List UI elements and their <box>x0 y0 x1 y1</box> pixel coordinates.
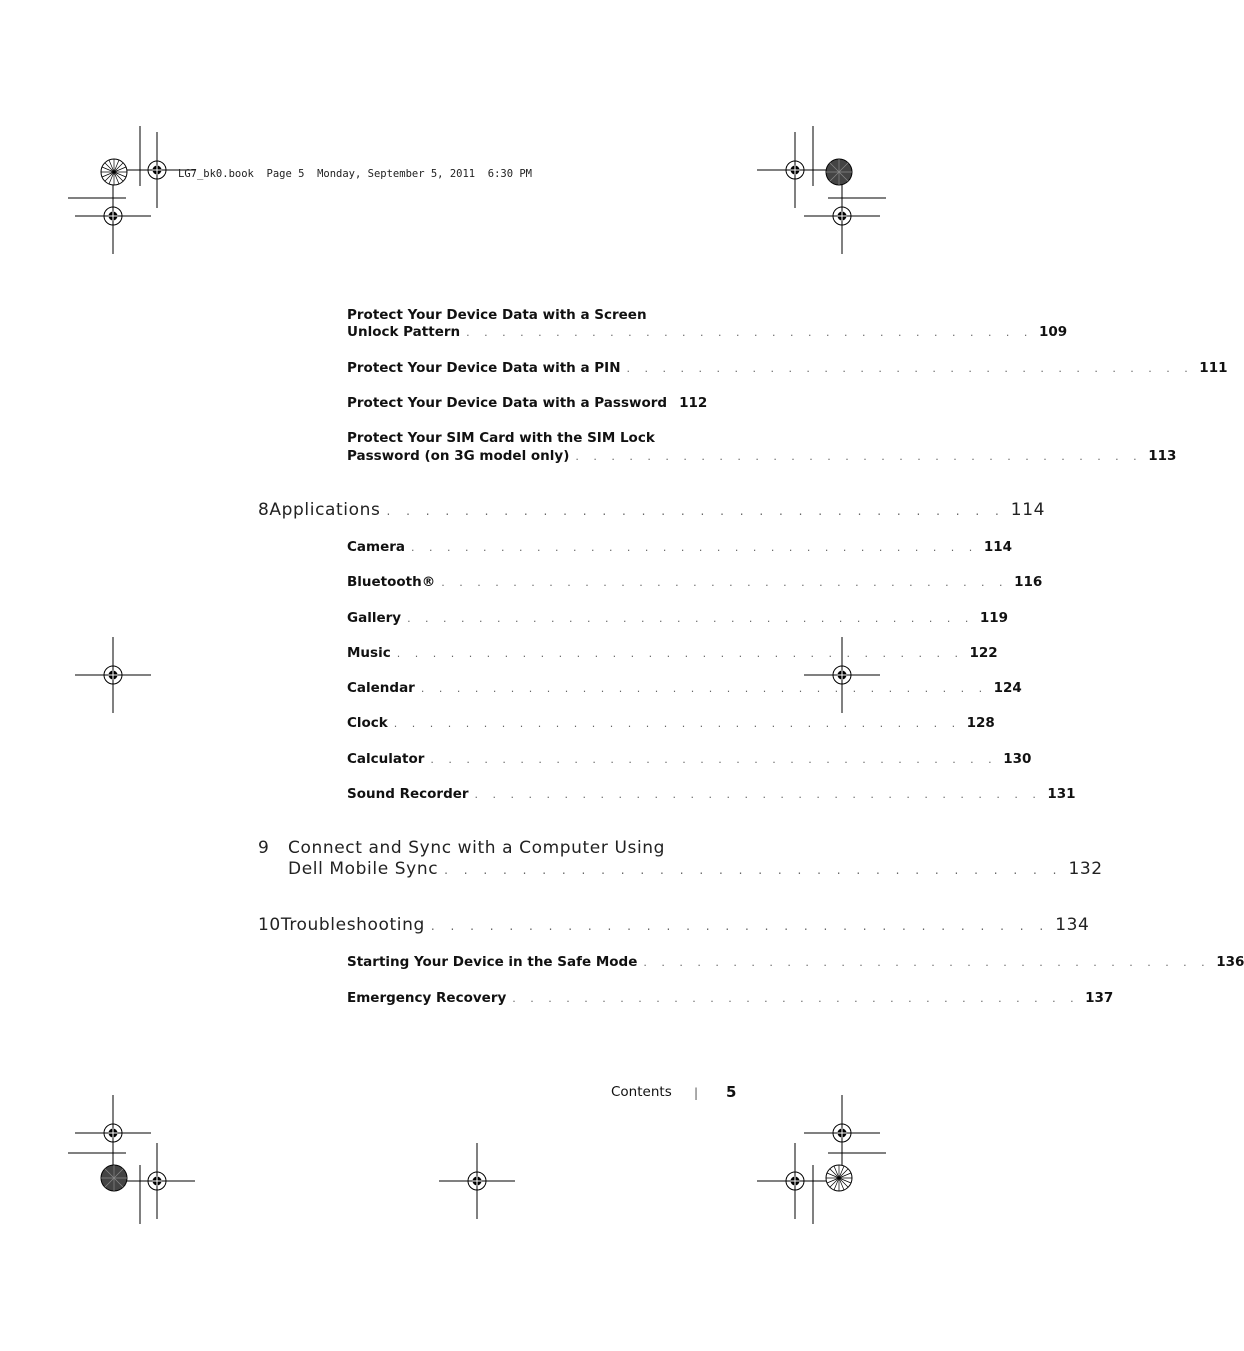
toc-entry-page: 119 <box>979 610 1009 626</box>
toc-entry-line1: Protect Your Device Data with a Screen <box>347 307 647 323</box>
leader-dots: . . . . . . . . . . . . . . . . . . . . . . . . . . . . . . . . <box>411 541 978 554</box>
leader-dots: . . . . . . . . . . . . . . . . . . . . . . . . . . . . . . . . <box>575 450 1143 463</box>
toc-entry[interactable] <box>347 786 1076 802</box>
chapter-title: Dell Mobile Sync <box>288 859 439 879</box>
toc-chapter-9[interactable] <box>288 859 1103 879</box>
footer-separator: | <box>694 1086 699 1100</box>
leader-dots: . . . . . . . . . . . . . . . . . . . . . . . . . . . . . . . . <box>430 919 1050 933</box>
chapter-title: Applications <box>269 500 381 520</box>
toc-entry-page: 111 <box>1199 360 1228 376</box>
leader-dots: . . . . . . . . . . . . . . . . . . . . . . . . . . . . . . . . <box>420 682 988 695</box>
toc-entry-title: Camera <box>347 539 406 555</box>
leader-dots: . . . . . . . . . . . . . . . . . . . . . . . . . . . . . . . . <box>626 362 1194 375</box>
leader-dots: . . . . . . . . . . . . . . . . . . . . . . . . . . . . . . . . <box>407 612 974 625</box>
toc-entry-title: Password (on 3G model only) <box>347 448 570 464</box>
chapter-page: 132 <box>1068 859 1103 879</box>
toc-entry-page: 131 <box>1047 786 1076 802</box>
chapter-page: 114 <box>1010 500 1046 520</box>
footer-page-number: 5 <box>726 1083 737 1101</box>
toc-entry-title: Calendar <box>347 680 415 696</box>
toc-entry-page: 122 <box>969 645 998 661</box>
toc-entry-page: 128 <box>966 715 995 731</box>
toc-entry-page: 113 <box>1148 448 1177 464</box>
toc-entry[interactable] <box>347 645 998 661</box>
toc-entry-page: 124 <box>993 680 1022 696</box>
leader-dots: . . . . . . . . . . . . . . . . . . . . . . . . . . . . . . . . <box>430 753 998 766</box>
toc-entry[interactable] <box>347 990 1114 1006</box>
toc-entry[interactable] <box>347 680 1022 696</box>
toc-entry-page: 112 <box>679 395 708 411</box>
toc-entry-title: Bluetooth® <box>347 574 436 590</box>
toc-entry-page: 116 <box>1014 574 1043 590</box>
toc-entry[interactable] <box>347 574 1043 590</box>
toc-entry-line1: Protect Your SIM Card with the SIM Lock <box>347 430 655 446</box>
toc-entry-page: 114 <box>983 539 1012 555</box>
toc-entry[interactable] <box>347 539 1012 555</box>
chapter-number: 9 <box>258 838 270 858</box>
toc-entry-title: Clock <box>347 715 388 731</box>
toc-entry[interactable] <box>347 448 1177 464</box>
toc-entry-title: Calculator <box>347 751 425 767</box>
leader-dots: . . . . . . . . . . . . . . . . . . . . . . . . . . . . . . . . <box>444 863 1063 877</box>
toc-entry-title: Unlock Pattern <box>347 324 461 340</box>
leader-dots: . . . . . . . . . . . . . . . . . . . . . . . . . . . . . . . . <box>474 788 1042 801</box>
print-slug: LG7_bk0.book Page 5 Monday, September 5, 2011 6:30 PM <box>178 168 533 180</box>
toc-entry-page: 130 <box>1003 751 1032 767</box>
toc-entry[interactable] <box>347 751 1032 767</box>
toc-chapter-10[interactable] <box>258 915 1090 935</box>
toc-chapter-8[interactable] <box>258 500 1046 520</box>
toc-entry-page: 136 <box>1216 954 1244 970</box>
leader-dots: . . . . . . . . . . . . . . . . . . . . . . . . . . . . . . . . <box>466 326 1033 339</box>
toc-entry[interactable] <box>347 610 1009 626</box>
leader-dots: . . . . . . . . . . . . . . . . . . . . . . . . . . . . . . . . <box>512 992 1080 1005</box>
toc-entry-title: Protect Your Device Data with a Password <box>347 395 668 411</box>
toc-entry[interactable] <box>347 395 708 411</box>
leader-dots: . . . . . . . . . . . . . . . . . . . . . . . . . . . . . . . . <box>441 576 1009 589</box>
chapter-title: Troubleshooting <box>280 915 425 935</box>
toc-entry-title: Starting Your Device in the Safe Mode <box>347 954 638 970</box>
chapter-number: 10 <box>258 915 281 935</box>
toc-entry[interactable] <box>347 954 1244 970</box>
leader-dots: . . . . . . . . . . . . . . . . . . . . . . . . . . . . . . . . <box>396 647 964 660</box>
toc-entry-title: Emergency Recovery <box>347 990 507 1006</box>
footer-section-label: Contents <box>611 1084 672 1100</box>
chapter-number: 8 <box>258 500 270 520</box>
toc-entry-title: Protect Your Device Data with a PIN <box>347 360 621 376</box>
toc-entry-page: 137 <box>1085 990 1114 1006</box>
toc-entry[interactable] <box>347 715 995 731</box>
toc-chapter-9-line1 <box>258 838 665 858</box>
toc-entry-title: Sound Recorder <box>347 786 469 802</box>
chapter-page: 134 <box>1055 915 1090 935</box>
toc-entry[interactable] <box>347 360 1228 376</box>
leader-dots: . . . . . . . . . . . . . . . . . . . . . . . . . . . . . . . . <box>643 956 1211 969</box>
toc-entry-title: Music <box>347 645 391 661</box>
chapter-title-line1: Connect and Sync with a Computer Using <box>288 838 666 858</box>
leader-dots: . . . . . . . . . . . . . . . . . . . . . . . . . . . . . . . . <box>386 504 1005 518</box>
toc-entry-page: 109 <box>1038 324 1068 340</box>
leader-dots: . . . . . . . . . . . . . . . . . . . . . . . . . . . . . . . . <box>393 717 961 730</box>
toc-entry[interactable] <box>347 324 1068 340</box>
toc-entry-title: Gallery <box>347 610 402 626</box>
